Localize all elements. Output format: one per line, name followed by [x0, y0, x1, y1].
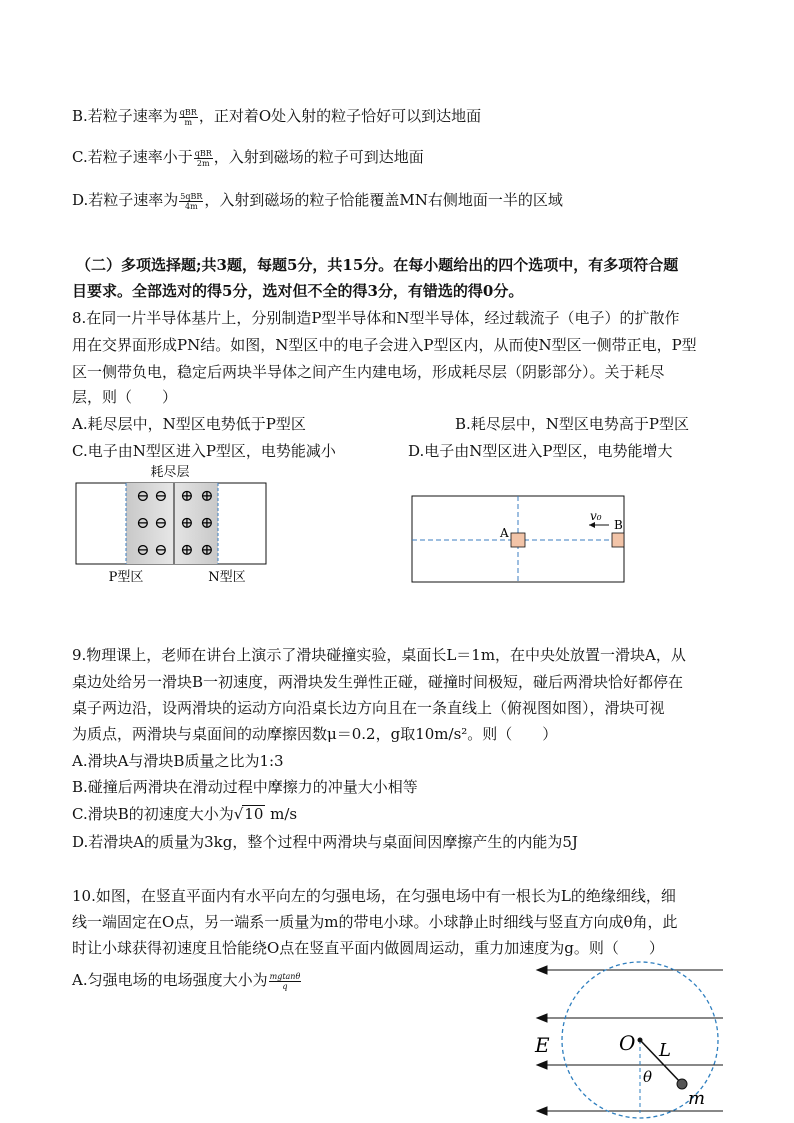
q7-option-d: D.若粒子速率为 $\frac{\text{5qBR}}{4m}$ ，入射到磁场的粒子恰能覆盖MN右侧地面一半的区域: [72, 191, 563, 211]
q10-stem-line2: 线一端固定在O点，另一端系一质量为m的带电小球。小球静止时细线与竖直方向成θ角，此: [72, 913, 678, 931]
fraction: $\frac{mgtan\theta}{q}$: [269, 971, 301, 991]
q8-stem-line2: 用在交界面形成PN结。如图，N型区中的电子会进入P型区内，从而使N型区一侧带正电，P型: [72, 336, 697, 354]
plus-charge: ⊕: [200, 540, 214, 559]
plus-charge: ⊕: [180, 486, 194, 505]
plus-charge: ⊕: [200, 486, 214, 505]
q8-option-b: B.耗尽层中，N型区电势高于P型区: [455, 415, 690, 433]
sqrt-radicand: 10: [244, 805, 264, 823]
label-e: E: [535, 1033, 550, 1057]
electric-field-circle-figure: [525, 958, 730, 1120]
q9-stem-line4: 为质点，两滑块与桌面间的动摩擦因数μ＝0.2，g取10m/s²。则（ ）: [72, 725, 558, 743]
q8-option-a: A.耗尽层中，N型区电势低于P型区: [72, 415, 306, 433]
minus-charge: ⊖: [154, 540, 168, 559]
label-o: O: [619, 1031, 636, 1055]
q9-option-c: C.滑块B的初速度大小为√10 m/s: [72, 805, 298, 823]
field-arrowhead: [537, 1014, 547, 1022]
q10-option-a: A.匀强电场的电场强度大小为 $\frac{mgtan\theta}{q}$: [72, 971, 301, 991]
q7-option-b: B.若粒子速率为 $\frac{\text{qBR}}{m}$ ，正对着O处入射的粒子恰好可以到达地面: [72, 107, 482, 127]
q8-option-d: D.电子由N型区进入P型区，电势能增大: [408, 442, 673, 460]
block-a: [511, 533, 525, 547]
field-arrowhead: [537, 966, 547, 974]
pivot-point: [638, 1038, 643, 1043]
plus-charge: ⊕: [180, 513, 194, 532]
sqrt-symbol: √: [233, 805, 244, 823]
block-b: [612, 533, 624, 547]
q10-stem-line1: 10.如图，在竖直平面内有水平向左的匀强电场，在匀强电场中有一根长为L的绝缘细线，细: [72, 887, 676, 905]
q9-stem-line1: 9.物理课上，老师在讲台上演示了滑块碰撞实验，桌面长L＝1m，在中央处放置一滑块A，从: [72, 646, 686, 664]
section2-heading-line1: （二）多项选择题;共3题，每题5分，共15分。在每小题给出的四个选项中，有多项符合题: [76, 256, 679, 274]
table-top-view-figure: [408, 492, 630, 587]
minus-charge: ⊖: [136, 513, 150, 532]
label-b: B: [614, 518, 623, 532]
minus-charge: ⊖: [154, 513, 168, 532]
ball-m: [677, 1079, 687, 1089]
fraction: $\frac{\text{5qBR}}{4m}$: [180, 191, 203, 211]
label-l: L: [659, 1040, 671, 1061]
pn-junction-figure: [70, 460, 275, 585]
minus-charge: ⊖: [154, 486, 168, 505]
p-region-label: P型区: [108, 570, 144, 585]
q9-stem-line2: 桌边处给另一滑块B一初速度，两滑块发生弹性正碰，碰撞时间极短，碰后两滑块恰好都停在: [72, 673, 684, 691]
field-arrowhead: [537, 1107, 547, 1115]
q9-option-a: A.滑块A与滑块B质量之比为1:3: [72, 752, 284, 770]
section2-heading-line2: 目要求。全部选对的得5分，选对但不全的得3分，有错选的得0分。: [72, 282, 524, 300]
depletion-layer-label: 耗尽层: [150, 465, 190, 480]
n-region-label: N型区: [208, 570, 246, 585]
label-v0: v₀: [590, 509, 602, 523]
label-m: m: [688, 1088, 706, 1109]
minus-charge: ⊖: [136, 540, 150, 559]
label-theta: θ: [643, 1068, 653, 1086]
q8-stem-line4: 层，则（ ）: [72, 388, 178, 406]
fraction: $\frac{\text{qBR}}{2m}$: [194, 148, 212, 168]
q8-stem-line1: 8.在同一片半导体基片上，分别制造P型半导体和N型半导体，经过载流子（电子）的扩散作: [72, 309, 680, 327]
q8-stem-line3: 区一侧带负电，稳定后两块半导体之间产生内建电场，形成耗尽层（阴影部分）。关于耗尽: [72, 363, 665, 381]
plus-charge: ⊕: [180, 540, 194, 559]
label-a: A: [500, 526, 509, 540]
fraction: $\frac{\text{qBR}}{m}$: [179, 107, 197, 127]
plus-charge: ⊕: [200, 513, 214, 532]
q9-stem-line3: 桌子两边沿，设两滑块的运动方向沿桌长边方向且在一条直线上（俯视图如图），滑块可视: [72, 699, 665, 717]
q9-option-d: D.若滑块A的质量为3kg，整个过程中两滑块与桌面间因摩擦产生的内能为5J: [72, 833, 578, 851]
q8-option-c: C.电子由N型区进入P型区，电势能减小: [72, 442, 336, 460]
field-arrowhead: [537, 1061, 547, 1069]
q10-stem-line3: 时让小球获得初速度且恰能绕O点在竖直平面内做圆周运动，重力加速度为g。则（ ）: [72, 939, 664, 957]
q7-option-c: C.若粒子速率小于 $\frac{\text{qBR}}{2m}$ ，入射到磁场的粒子可到达地面: [72, 148, 424, 168]
q9-option-b: B.碰撞后两滑块在滑动过程中摩擦力的冲量大小相等: [72, 778, 418, 796]
minus-charge: ⊖: [136, 486, 150, 505]
